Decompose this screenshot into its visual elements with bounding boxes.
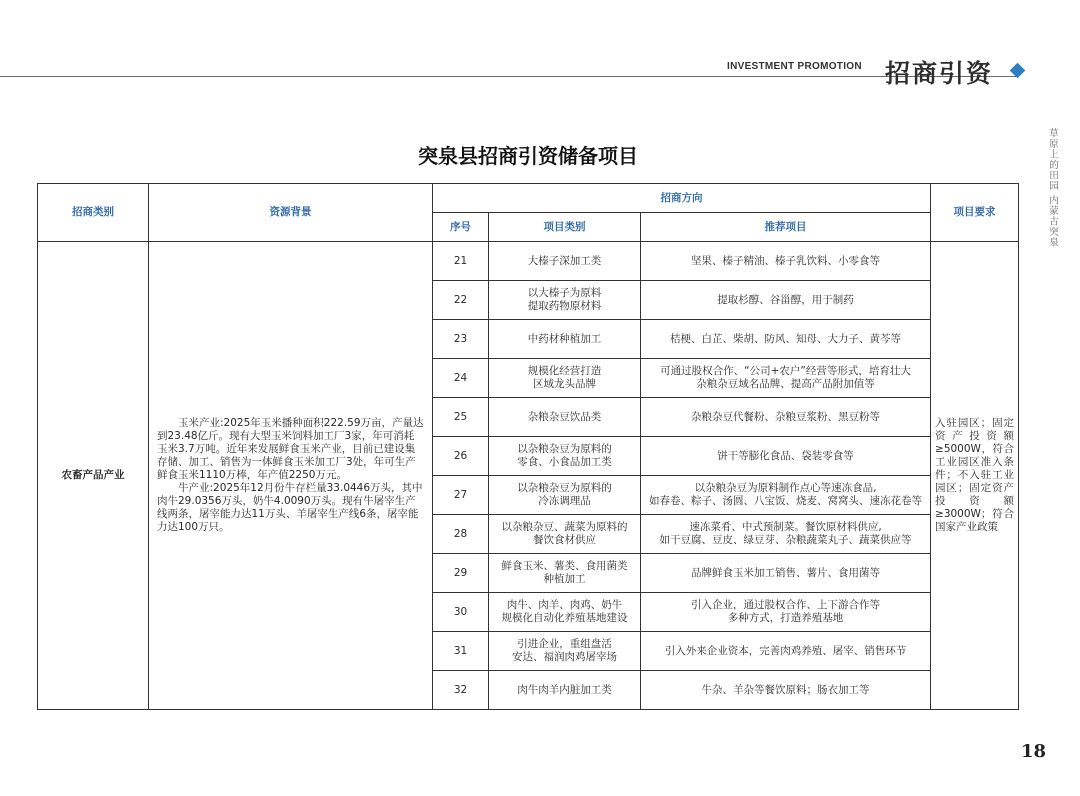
seq-cell: 30 [433,593,489,632]
header-english: INVESTMENT PROMOTION [727,61,862,72]
recommend-cell: 以杂粮杂豆为原料制作点心等速冻食品, 如春卷、粽子、汤圆、八宝饭、烧麦、窝窝头、速冻花卷等 [641,476,931,515]
category-cell: 农畜产品产业 [38,242,149,710]
header-chinese: 招商引资 [885,59,994,88]
background-paragraph: 牛产业:2025年12月份牛存栏量33.0446万头，其中肉牛29.0356万头，奶牛4.0090万头。现有牛屠宰生产线两条，屠宰能力达11万头、羊屠宰生产线6条，屠宰能力达100万只。 [157,482,423,533]
seq-cell: 22 [433,281,489,320]
project-type-cell: 肉牛、肉羊、肉鸡、奶牛 规模化自动化养殖基地建设 [489,593,641,632]
project-type-cell: 大榛子深加工类 [489,242,641,281]
requirement-cell: 入驻园区；固定资产投资额≥5000W，符合工业园区准入条件；不入驻工业园区；固定资产投资额≥3000W；符合国家产业政策 [931,242,1019,710]
page-number: 18 [1021,741,1047,762]
recommend-cell: 桔梗、白芷、柴胡、防风、知母、大力子、黄芩等 [641,320,931,359]
header-seq: 序号 [433,213,489,242]
recommend-cell: 饼干等膨化食品、袋装零食等 [641,437,931,476]
header-project-type: 项目类别 [489,213,641,242]
project-type-cell: 杂粮杂豆饮品类 [489,398,641,437]
seq-cell: 21 [433,242,489,281]
project-type-cell: 以杂粮杂豆、蔬菜为原料的 餐饮食材供应 [489,515,641,554]
project-type-cell: 中药材种植加工 [489,320,641,359]
seq-cell: 31 [433,632,489,671]
project-type-cell: 规模化经营打造 区域龙头品牌 [489,359,641,398]
header-background: 资源背景 [149,184,433,242]
project-type-cell: 引进企业，重组盘活 安达、福润肉鸡屠宰场 [489,632,641,671]
recommend-cell: 速冻菜肴、中式预制菜。餐饮原材料供应, 如干豆腐、豆皮、绿豆芽、杂粮蔬菜丸子、蔬菜供应等 [641,515,931,554]
table-row [38,242,1019,281]
recommend-cell: 可通过股权合作、“公司+农户”经营等形式，培育壮大 杂粮杂豆域名品牌、提高产品附加值等 [641,359,931,398]
recommend-cell: 提取杉醇、谷甾醇，用于制药 [641,281,931,320]
header-category: 招商类别 [38,184,149,242]
project-type-cell: 肉牛肉羊内脏加工类 [489,671,641,710]
seq-cell: 29 [433,554,489,593]
recommend-cell: 引入企业，通过股权合作、上下游合作等 多种方式，打造养殖基地 [641,593,931,632]
header-direction: 招商方向 [433,184,931,213]
project-type-cell: 以杂粮杂豆为原料的 冷冻调理品 [489,476,641,515]
project-type-cell: 以大榛子为原料 提取药物原材料 [489,281,641,320]
project-type-cell: 鲜食玉米、薯类、食用菌类 种植加工 [489,554,641,593]
header-recommended: 推荐项目 [641,213,931,242]
recommend-cell: 品牌鲜食玉米加工销售、薯片、食用菌等 [641,554,931,593]
background-paragraph: 玉米产业:2025年玉米播种面积222.59万亩，产量达到23.48亿斤。现有大型玉米饲料加工厂3家，年可消耗玉米3.7万吨。近年来发展鲜食玉米产业，目前已建设集存储、加工、销售为一体鲜食玉米加工厂3处，年可生产鲜食玉米1110万棒，年产值2250万元。 [157,417,424,481]
project-type-cell: 以杂粮杂豆为原料的 零食、小食品加工类 [489,437,641,476]
page-title: 突泉县招商引资储备项目 [418,144,638,168]
recommend-cell: 坚果、榛子精油、榛子乳饮料、小零食等 [641,242,931,281]
background-cell [149,242,433,710]
seq-cell: 24 [433,359,489,398]
header-rule [0,76,1018,77]
header-requirement: 项目要求 [931,184,1019,242]
side-caption: 草原上的田园 内蒙古突泉 [1047,128,1058,248]
recommend-cell: 引入外来企业资本，完善肉鸡养殖、屠宰、销售环节 [641,632,931,671]
projects-table [37,183,1019,710]
seq-cell: 23 [433,320,489,359]
seq-cell: 27 [433,476,489,515]
recommend-cell: 牛杂、羊杂等餐饮原料；肠衣加工等 [641,671,931,710]
seq-cell: 26 [433,437,489,476]
seq-cell: 25 [433,398,489,437]
seq-cell: 32 [433,671,489,710]
seq-cell: 28 [433,515,489,554]
recommend-cell: 杂粮杂豆代餐粉、杂粮豆浆粉、黑豆粉等 [641,398,931,437]
